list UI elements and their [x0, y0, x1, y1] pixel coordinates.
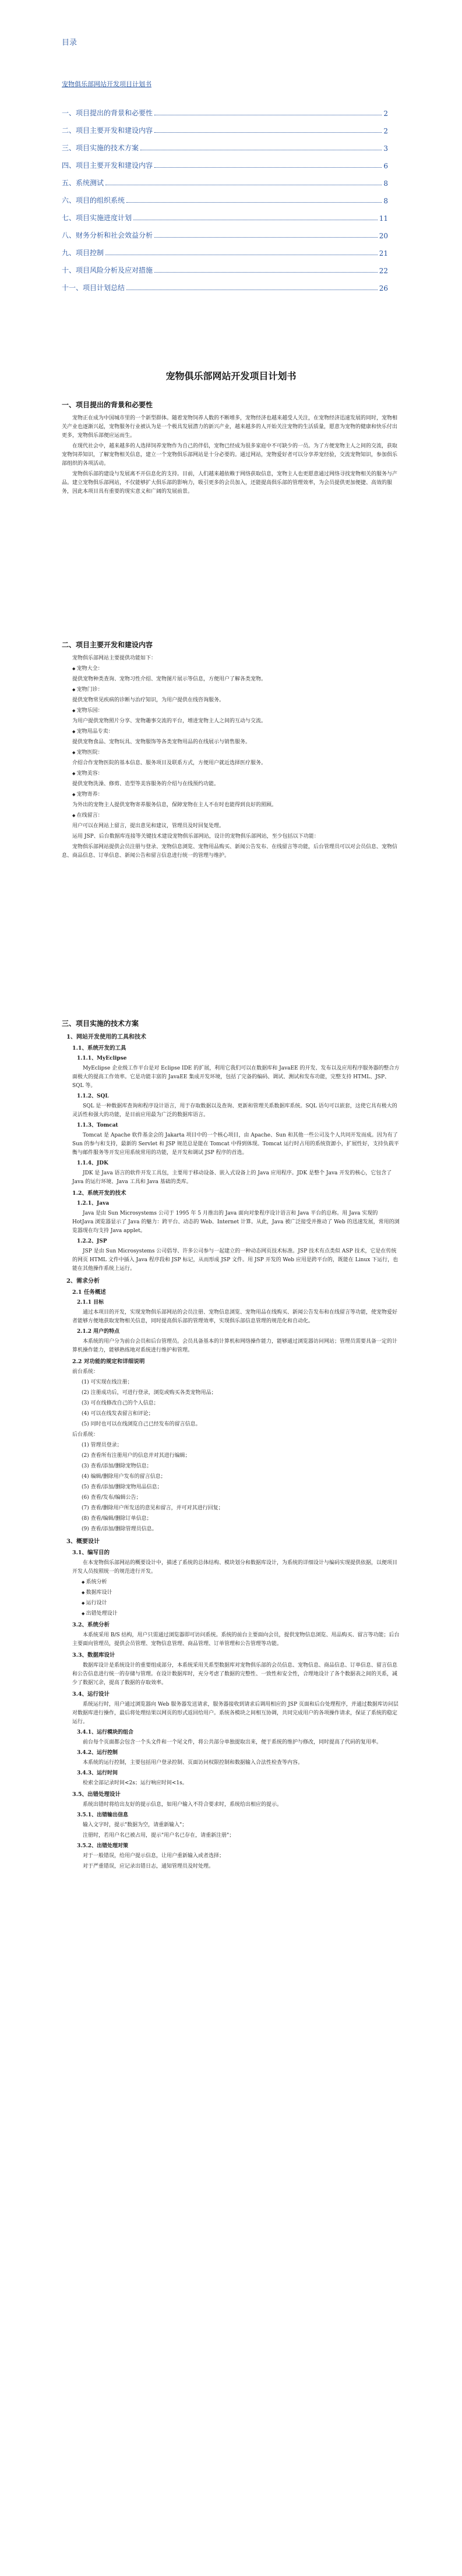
toc-entry-text: 三、项目实施的技术方案 [62, 144, 139, 152]
toc-entry[interactable] [62, 275, 388, 292]
feature-desc: 为用户提供宠物照片分享、宠物趣事交流的平台，增进宠物主人之间的互动与交流。 [72, 718, 267, 724]
subheading: 3.4.2、运行控制 [77, 1750, 118, 1756]
subheading: 3.4.3、运行时间 [77, 1770, 118, 1776]
subheading: 3.5.1、出错输出信息 [77, 1812, 129, 1818]
toc-leader-dots [126, 202, 382, 203]
toc-entry-page: 20 [379, 232, 388, 240]
bullet-item: ◆ 数据库设计 [62, 1589, 400, 1597]
bullet-item: ◆ 出错处理设计 [62, 1610, 400, 1618]
paragraph: 本系统的用户分为前台会员和后台管理员。会员具备基本的计算机和网络操作能力，能够通过浏览器访问网站；管理员需要具备一定的计算机操作能力，能够熟练地对系统进行维护和管理。 [72, 1339, 398, 1353]
paragraph: 宠物俱乐部的建设与发展离不开信息化的支持。目前，人们越来越依赖于网络获取信息，宠物主人也更愿意通过网络寻找宠物相关的服务与产品。建立宠物俱乐部网站，不仅能够扩大俱乐部的影响力，吸引更多的会员加入，还能提高俱乐部的管理效率，为会员提供更加便捷、高效的服务，因此本项目具有重要的现实意义和广阔的发展前景。 [62, 471, 398, 495]
feature-desc: 提供宠物常见疾病的诊断与治疗知识，为用户提供在线咨询服务。 [72, 697, 225, 703]
subheading: 2.2 对功能的规定和详细说明 [72, 1358, 145, 1365]
subheading: 3.4、运行设计 [72, 1691, 110, 1698]
paragraph: MyEclipse 企业级工作平台是对 Eclipse IDE 的扩展，利用它我们可以在数据库和 JavaEE 的开发、发布以及应用程序服务器的整合方面极大的提高工作效率。它是功能丰富的 JavaEE 集成开发环境，包括了完备的编码、调试、测试和发布功能，完整支持 HTML、JSP、SQL 等。 [72, 1065, 400, 1089]
paragraph: 前台每个页面都会包含一个头文件和一个尾文件，将公共部分单独提取出来，便于系统的维护与修改，同时提高了代码的复用率。 [83, 1739, 382, 1745]
paragraph: 宠物正在成为中国城市里的一个新型群体。随着宠物饲养人数的不断增多，宠物经济也越来越受人关注，在宠物经济迅速发展的同时，宠物相关产业也逐渐兴起，宠物服务行业被认为是一个极具发展潜力的新兴产业，越来越多的人开始关注宠物的生活质量，愿意为宠物的健康和快乐付出更多，宠物俱乐部便应运而生。 [62, 415, 398, 439]
toc-entry[interactable] [62, 188, 388, 205]
toc-entry-text: 八、财务分析和社会效益分析 [62, 231, 153, 239]
toc-entry-page: 3 [383, 144, 388, 153]
section-heading: 三、项目实施的技术方案 [62, 1019, 139, 1028]
list-item: (2) 注册成功后，可进行登录，浏览或购买各类宠物用品； [82, 1390, 217, 1396]
toc-entry[interactable] [62, 170, 388, 188]
paragraph: 通过本项目的开发，实现宠物俱乐部网站的会员注册、宠物信息浏览、宠物用品在线购买、新闻公告发布和在线留言等功能，使宠物爱好者能够方便地获取宠物相关信息，同时提高俱乐部的管理效率，实现俱乐部信息管理的规范化和自动化。 [72, 1310, 398, 1324]
toc-entry[interactable] [62, 100, 388, 118]
subheading: 1.1.1、MyEclipse [77, 1056, 127, 1061]
toc-entry-page: 2 [383, 110, 388, 118]
list-item: (2) 查看所有注册用户的信息并对其进行编辑； [82, 1453, 191, 1459]
feature-title: ◆ 宠物大全： [62, 665, 400, 673]
toc-entry-text: 一、项目提出的背景和必要性 [62, 109, 153, 117]
subheading: 3.4.1、运行模块的组合 [77, 1730, 134, 1735]
section-background [62, 401, 400, 498]
paragraph: 在本宠物俱乐部网站的概要设计中，描述了系统的总体结构、模块划分和数据库设计，为系统的详细设计与编码实现提供依据，以便项目开发人员按照统一的规范进行开发。 [72, 1560, 398, 1575]
list-item: (8) 查看/编辑/删除订单信息； [82, 1516, 152, 1522]
paragraph: JSP 是由 Sun Microsystems 公司倡导、许多公司参与一起建立的一种动态网页技术标准。JSP 技术有点类似 ASP 技术，它是在传统的网页 HTML 文件中插入 Java 程序段和 JSP 标记，从而形成 JSP 文件。用 JSP 开发的 Web 应用是跨平台的，既能在 Linux 下运行，也能在其他操作系统上运行。 [72, 1248, 398, 1272]
list-item: (3) 查看/添加/删除宠物信息； [82, 1463, 152, 1469]
toc-entry[interactable] [62, 257, 388, 275]
feature-title: ◆ 宠物用品专卖： [62, 728, 400, 736]
toc-entry[interactable] [62, 135, 388, 153]
paragraph: Java 是由 Sun Microsystems 公司于 1995 年 5 月推出的 Java 面向对象程序设计语言和 Java 平台的总称。用 Java 实现的 HotJava 浏览器显示了 Java 的魅力：跨平台、动态的 Web、Internet 计算。从此，Java 被广泛接受并推动了 Web 的迅速发展，常用的浏览器现在均支持 Java applet。 [72, 1211, 400, 1234]
paragraph: 宠物俱乐部网站主要提供功能如下： [72, 655, 157, 661]
toc-entry-page: 8 [383, 179, 388, 188]
list-item: (1) 可实现在线注册； [82, 1379, 133, 1385]
subheading: 2、需求分析 [66, 1278, 100, 1285]
subheading: 1.2.1、Java [77, 1201, 110, 1206]
paragraph: 宠物俱乐部网站提供会员注册与登录、宠物信息浏览、宠物用品购买、新闻公告发布、在线留言等功能，后台管理员可以对会员信息、宠物信息、商品信息、订单信息、新闻公告和留言信息进行统一的管理与维护。 [62, 844, 398, 859]
paragraph: 对于一般错误，给用户提示信息，让用户重新输入或者选择； [83, 1853, 225, 1859]
toc-entry-page: 11 [379, 214, 388, 223]
paragraph: 本系统采用 B/S 结构，用户只需通过浏览器即可访问系统。系统的前台主要面向会员，提供宠物信息浏览、用品购买、留言等功能；后台主要面向管理员，提供会员管理、宠物信息管理、商品管理、订单管理和公告管理等功能。 [72, 1632, 400, 1647]
section-content [62, 641, 400, 862]
toc-entry-page: 6 [383, 162, 388, 170]
toc-entry[interactable] [62, 153, 388, 170]
feature-desc: 提供宠物洗澡、修剪、造型等美容服务的介绍与在线预约功能。 [72, 781, 220, 787]
feature-title: ◆ 宠物医院： [62, 749, 400, 757]
toc-entry-text: 九、项目控制 [62, 249, 104, 257]
subheading: 1.1.3、Tomcat [77, 1123, 118, 1128]
paragraph: JDK 是 Java 语言的软件开发工具包，主要用于移动设备、嵌入式设备上的 Java 应用程序。JDK 是整个 Java 开发的核心，它包含了 Java 的运行环境、Java 工具和 Java 基础的类库。 [72, 1170, 392, 1185]
toc-entry[interactable] [62, 240, 388, 257]
subheading: 1.2、系统开发的技术 [72, 1190, 126, 1197]
toc-leader-dots [154, 237, 378, 238]
feature-title: ◆ 宠物乐园： [62, 707, 400, 715]
toc-document-link[interactable]: 宠物俱乐部网站开发项目计划书 [62, 80, 151, 88]
toc-entry-page: 22 [379, 267, 388, 275]
section-heading: 一、项目提出的背景和必要性 [62, 401, 153, 409]
subheading: 3.3、数据库设计 [72, 1652, 115, 1658]
feature-title: ◆ 宠物门诊： [62, 686, 400, 694]
toc-entry[interactable] [62, 118, 388, 135]
subheading: 2.1.2 用户的特点 [77, 1329, 120, 1335]
paragraph: 输入文字时，提示"数据为空，请重新输入"； [83, 1822, 188, 1828]
subheading: 1、网站开发使用的工具和技术 [66, 1034, 146, 1040]
feature-desc: 提供宠物种类查询、宠物习性介绍、宠物图片展示等信息，方便用户了解各类宠物。 [72, 676, 267, 682]
paragraph: 系统运行时，用户通过浏览器向 Web 服务器发送请求，服务器接收到请求后调用相应的 JSP 页面和后台处理程序，并通过数据库访问层对数据库进行操作，最后将处理结果以网页的形式返回给用户。系统各模块之间相互协调，共同完成用户的各项操作请求，保证了系统的稳定运行。 [72, 1702, 398, 1725]
toc-entry-text: 七、项目实施进度计划 [62, 214, 132, 222]
paragraph: 检索全部记录时间<2s；运行响应时间<1s。 [83, 1780, 188, 1786]
subheading: 1.1.4、JDK [77, 1160, 108, 1166]
feature-title: ◆ 在线留言： [62, 811, 400, 820]
document-title: 宠物俱乐部网站开发项目计划书 [165, 370, 297, 382]
subheading: 1.1、系统开发的工具 [72, 1045, 126, 1051]
list-item: (1) 管理员登录； [82, 1442, 122, 1448]
paragraph: 系统出错时将给出友好的提示信息，如用户输入不符合要求时，系统给出相应的提示。 [83, 1802, 283, 1808]
paragraph: Tomcat 是 Apache 软件基金会的 Jakarta 项目中的一个核心项目，由 Apache、Sun 和其他一些公司及个人共同开发而成。因为有了 Sun 的参与和支持，最新的 Servlet 和 JSP 规范总是能在 Tomcat 中得到体现。Tomcat 运行时占用的系统资源小，扩展性好，支持负载平衡与邮件服务等开发应用系统常用的功能，是开发和调试 JSP 程序的首选。 [72, 1132, 399, 1156]
toc-leader-dots [154, 132, 382, 133]
toc-entry-text: 十一、项目计划总结 [62, 284, 125, 292]
list-label: 前台系统： [72, 1369, 99, 1375]
list-item: (4) 可以在线发表留言和评论； [82, 1411, 154, 1417]
subheading: 1.1.2、SQL [77, 1093, 109, 1099]
toc-leader-dots [154, 272, 378, 273]
list-item: (5) 同时也可以在线浏览自己已经发布的留言信息。 [82, 1421, 201, 1427]
toc-title: 目录 [62, 38, 77, 47]
subheading: 3.5.2、出错处理对策 [77, 1843, 129, 1849]
table-of-contents [62, 100, 388, 292]
section-tech [62, 1019, 400, 1873]
section-heading: 二、项目主要开发和建设内容 [62, 641, 153, 649]
toc-entry-page: 8 [383, 197, 388, 205]
bullet-item: ◆ 运行设计 [62, 1599, 400, 1608]
toc-entry-text: 五、系统测试 [62, 179, 104, 187]
paragraph: SQL 是一种数据库查询和程序设计语言，用于存取数据以及查询、更新和管理关系数据库系统。SQL 语句可以嵌套，这使它具有极大的灵活性和强大的功能，是目前应用最为广泛的数据库语言。 [72, 1103, 397, 1118]
toc-entry[interactable] [62, 205, 388, 223]
paragraph: 在现代社会中，越来越多的人选择饲养宠物作为自己的伴侣，宠物已经成为很多家庭中不可缺少的一员。为了方便宠物主人之间的交流，获取宠物饲养知识，了解宠物相关信息，建立一个宠物俱乐部网站是十分必要的。通过网站，宠物爱好者可以分享养宠经验，交流宠物知识，参加俱乐部组织的各项活动。 [62, 443, 398, 467]
subheading: 3.2、系统分析 [72, 1622, 110, 1628]
subheading: 2.1 任务概述 [72, 1289, 106, 1296]
toc-entry-page: 26 [379, 284, 388, 292]
toc-entry-page: 2 [383, 127, 388, 135]
list-item: (9) 查看/添加/删除管理员信息。 [82, 1526, 157, 1532]
toc-entry-text: 二、项目主要开发和建设内容 [62, 126, 153, 135]
list-item: (4) 编辑/删除用户发布的留言信息； [82, 1474, 166, 1480]
paragraph: 数据库设计是系统设计的重要组成部分，本系统采用关系型数据库对宠物俱乐部的会员信息、宠物信息、商品信息、订单信息、留言信息和公告信息进行统一的存储与管理。在设计数据库时，充分考虑了数据的完整性、一致性和安全性，合理地设计了各个数据表之间的关系，减少了数据冗余，提高了数据的存取效率。 [72, 1663, 398, 1686]
paragraph: 本系统的运行控制，主要包括用户登录控制、页面访问权限控制和数据输入合法性检查等内容。 [83, 1760, 304, 1766]
feature-desc: 用户可以在网站上留言，提出意见和建议，管理员及时回复处理。 [72, 823, 225, 829]
feature-title: ◆ 宠物寄养： [62, 791, 400, 799]
subheading: 1.2.2、JSP [77, 1238, 107, 1244]
toc-leader-dots [154, 167, 382, 168]
toc-entry-text: 四、项目主要开发和建设内容 [62, 161, 153, 170]
feature-desc: 介绍合作宠物医院的基本信息、服务项目及联系方式，方便用户就近选择医疗服务。 [72, 760, 267, 766]
feature-desc: 为外出的宠物主人提供宠物寄养服务信息，保障宠物在主人不在时也能得到良好的照顾。 [72, 802, 277, 808]
paragraph: 运用 JSP、后台数据库连接等关键技术建设宠物俱乐部网站，设计的宠物俱乐部网站，至少包括以下功能： [72, 834, 319, 839]
toc-entry-text: 六、项目的组织系统 [62, 196, 125, 204]
list-item: (6) 查看/发布/编辑公告； [82, 1495, 142, 1501]
bullet-item: ◆ 系统分析 [62, 1578, 400, 1587]
paragraph: 对于严重错误，应记录出错日志，通知管理员及时处理。 [83, 1864, 214, 1869]
subheading: 3.5、出错处理设计 [72, 1791, 121, 1798]
subheading: 3、概要设计 [66, 1538, 100, 1545]
subheading: 2.1.1 目标 [77, 1300, 104, 1305]
list-label: 后台系统： [72, 1432, 99, 1438]
list-item: (5) 查看/添加/删除宠物用品信息； [82, 1484, 163, 1490]
list-item: (7) 查看/删除用户所发送的意见和留言，并可对其进行回复； [82, 1505, 224, 1511]
list-item: (3) 可在线修改自己的个人信息； [82, 1400, 159, 1406]
toc-entry[interactable] [62, 223, 388, 240]
toc-entry-text: 十、项目风险分析及应对措施 [62, 266, 153, 274]
feature-title: ◆ 宠物美容： [62, 770, 400, 778]
subheading: 3.1、编写目的 [72, 1550, 110, 1556]
toc-entry-page: 21 [379, 249, 388, 257]
paragraph: 注册时，若用户名已被占用，提示"用户名已存在，请重新注册"； [83, 1833, 235, 1839]
feature-desc: 提供宠物食品、宠物玩具、宠物服饰等各类宠物用品的在线展示与销售服务。 [72, 739, 251, 745]
